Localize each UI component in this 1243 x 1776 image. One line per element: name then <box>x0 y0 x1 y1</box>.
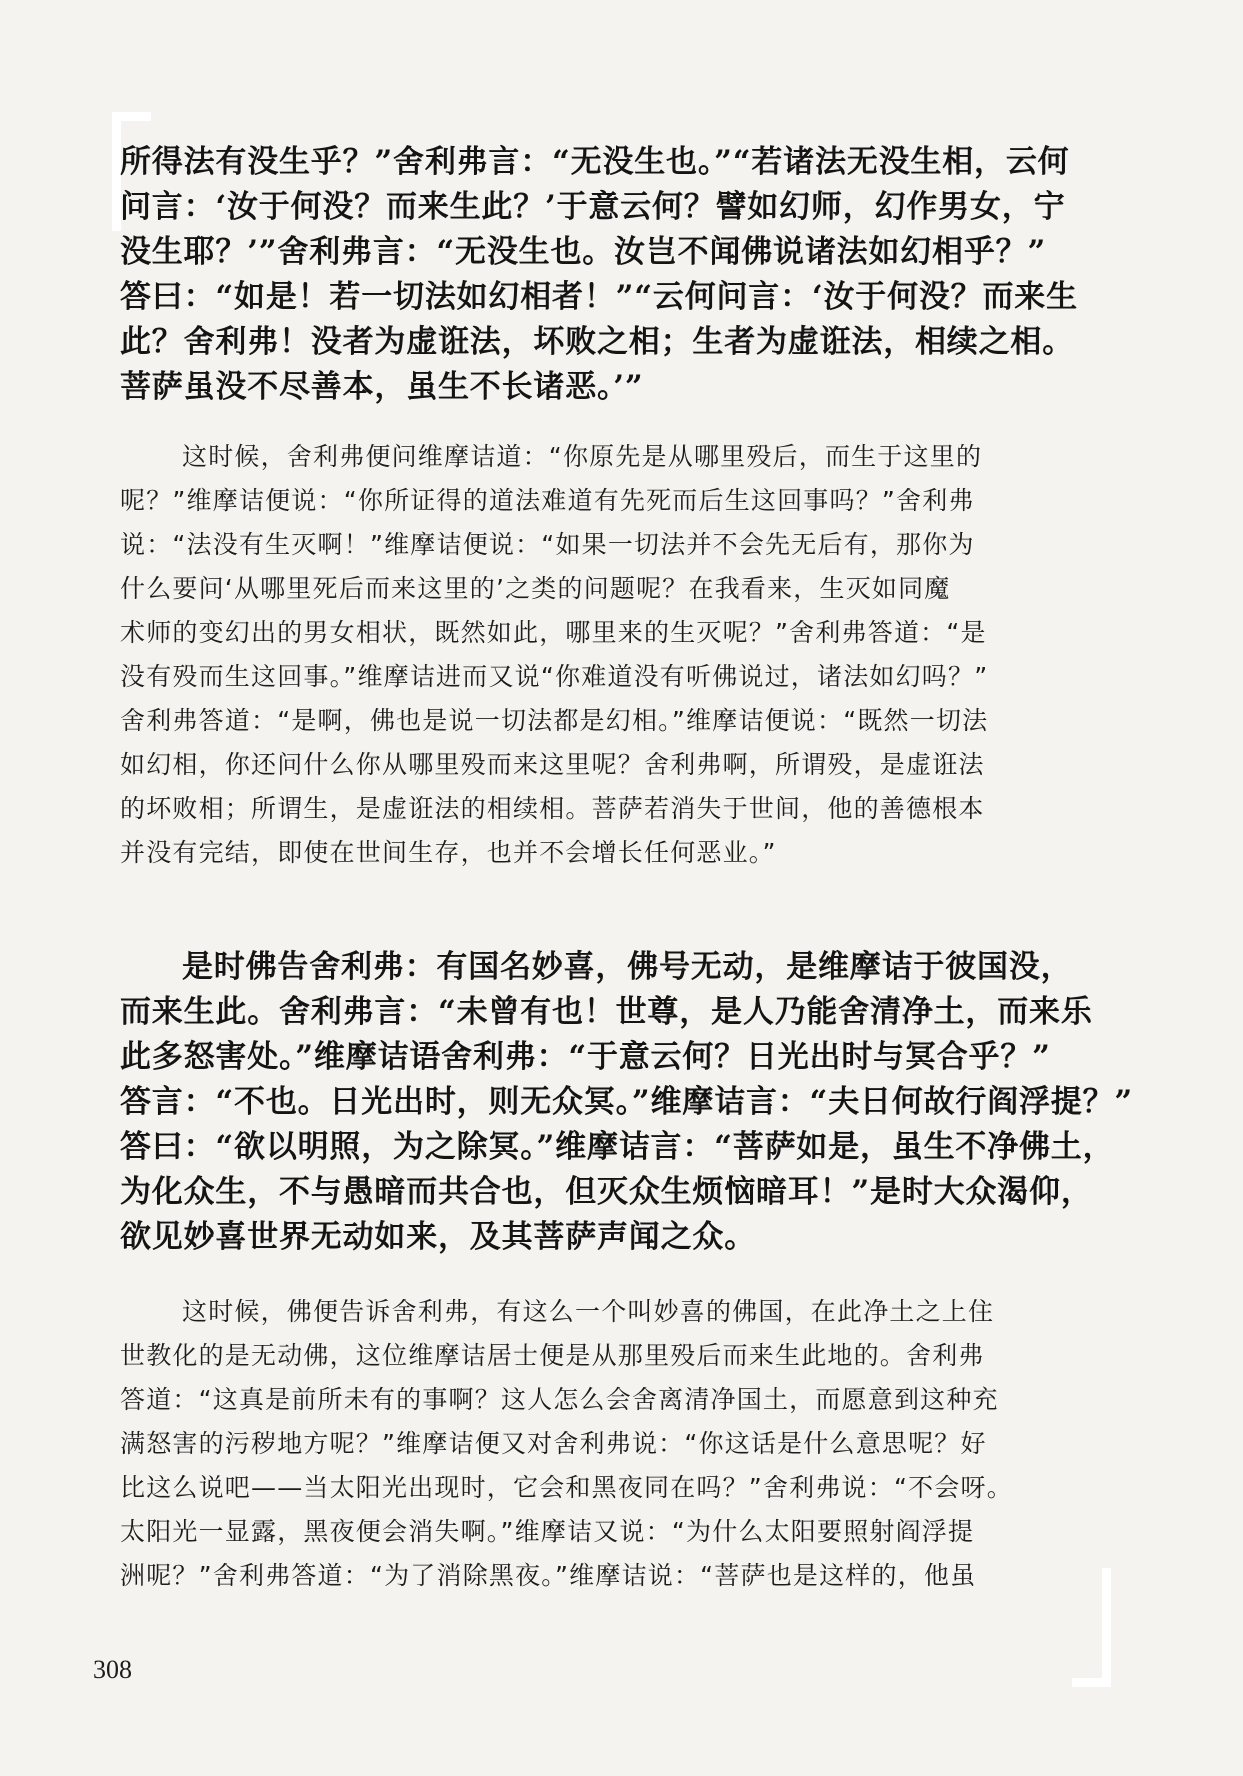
text-line: 的坏败相；所谓生，是虚诳法的相续相。菩萨若消失于世间，他的善德根本 <box>120 794 985 823</box>
text-line: 此多怒害处。”维摩诘语舍利弗：“于意云何？日光出时与冥合乎？” <box>120 1039 1051 1075</box>
section2-original-text <box>120 945 1134 1260</box>
text-line: 答曰：“如是！若一切法如幻相者！”“云何问言：‘汝于何没？而来生 <box>120 279 1078 315</box>
text-line: 答言：“不也。日光出时，则无众冥。”维摩诘言：“夫日何故行阎浮提？” <box>120 1084 1134 1120</box>
text-line: 问言：‘汝于何没？而来生此？’于意云何？譬如幻师，幻作男女，宁 <box>120 189 1066 225</box>
text-line: 没生耶？’”舍利弗言：“无没生也。汝岂不闻佛说诸法如幻相乎？” <box>120 234 1047 270</box>
section1-original-text <box>120 140 1100 410</box>
text-line: 而来生此。舍利弗言：“未曾有也！世尊，是人乃能舍清净土，而来乐 <box>120 994 1093 1030</box>
text-line: 舍利弗答道：“是啊，佛也是说一切法都是幻相。”维摩诘便说：“既然一切法 <box>120 706 989 735</box>
text-line: 比这么说吧——当太阳光出现时，它会和黑夜同在吗？”舍利弗说：“不会呀。 <box>120 1473 1013 1502</box>
text-line: 答道：“这真是前所未有的事啊？这人怎么会舍离清净国土，而愿意到这种充 <box>120 1385 999 1414</box>
text-line: 菩萨虽没不尽善本，虽生不长诸恶。’” <box>120 369 644 405</box>
text-line: 术师的变幻出的男女相状，既然如此，哪里来的生灭呢？”舍利弗答道：“是 <box>120 618 987 647</box>
text-line: 此？舍利弗！没者为虚诳法，坏败之相；生者为虚诳法，相续之相。 <box>120 324 1074 360</box>
text-line: 没有殁而生这回事。”维摩诘进而又说“你难道没有听佛说过，诸法如幻吗？” <box>120 662 989 691</box>
text-line: 满怒害的污秽地方呢？”维摩诘便又对舍利弗说：“你这话是什么意思呢？好 <box>120 1429 987 1458</box>
text-line: 洲呢？”舍利弗答道：“为了消除黑夜。”维摩诘说：“菩萨也是这样的，他虽 <box>120 1561 977 1590</box>
text-line: 并没有完结，即使在世间生存，也并不会增长任何恶业。” <box>120 838 777 867</box>
text-line: 如幻相，你还问什么你从哪里殁而来这里呢？舍利弗啊，所谓殁，是虚诳法 <box>120 750 985 779</box>
text-line: 是时佛告舍利弗：有国名妙喜，佛号无动，是维摩诘于彼国没， <box>182 949 1073 985</box>
text-line: 说：“法没有生灭啊！”维摩诘便说：“如果一切法并不会先无后有，那你为 <box>120 530 975 559</box>
text-line: 世教化的是无动佛，这位维摩诘居士便是从那里殁后而来生此地的。舍利弗 <box>120 1341 985 1370</box>
text-line: 所得法有没生乎？”舍利弗言：“无没生也。”“若诸法无没生相，云何 <box>120 144 1070 180</box>
text-line: 欲见妙喜世界无动如来，及其菩萨声闻之众。 <box>120 1219 756 1255</box>
text-line: 答曰：“欲以明照，为之除冥。”维摩诘言：“菩萨如是，虽生不净佛土， <box>120 1129 1115 1165</box>
section2-translation-text <box>120 1290 1100 1598</box>
text-line: 这时候，舍利弗便问维摩诘道：“你原先是从哪里殁后，而生于这里的 <box>182 442 983 471</box>
page-number: 308 <box>93 1655 132 1684</box>
text-line: 为化众生，不与愚暗而共合也，但灭众生烦恼暗耳！”是时大众渴仰， <box>120 1174 1093 1210</box>
text-line: 什么要问‘从哪里死后而来这里的’之类的问题呢？在我看来，生灭如同魔 <box>120 574 951 603</box>
text-line: 太阳光一显露，黑夜便会消失啊。”维摩诘又说：“为什么太阳要照射阎浮提 <box>120 1517 975 1546</box>
text-line: 呢？”维摩诘便说：“你所证得的道法难道有先死而后生这回事吗？”舍利弗 <box>120 486 975 515</box>
section1-translation-text <box>120 435 1100 875</box>
text-line: 这时候，佛便告诉舍利弗，有这么一个叫妙喜的佛国，在此净土之上住 <box>182 1297 995 1326</box>
